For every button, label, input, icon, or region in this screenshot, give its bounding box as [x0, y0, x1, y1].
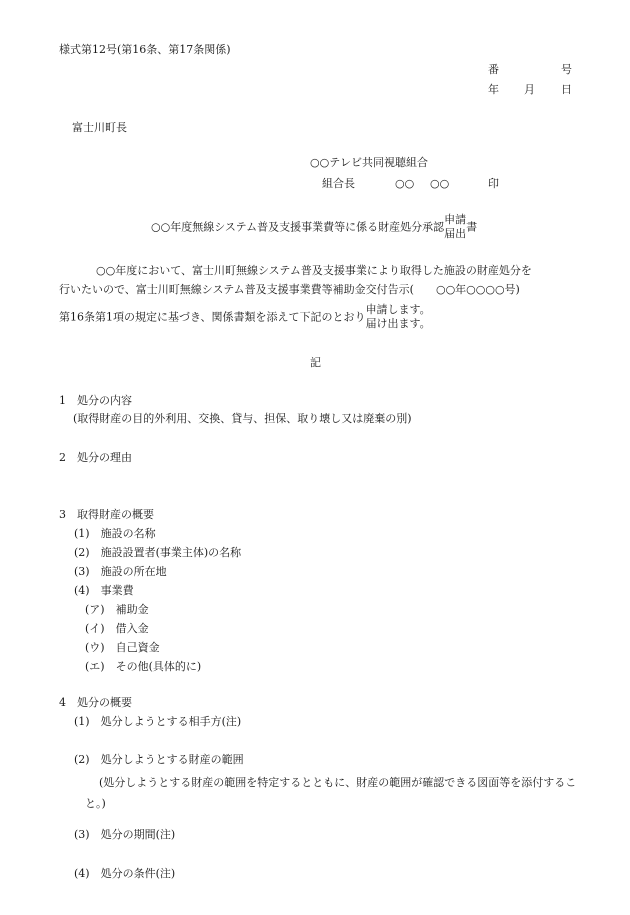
- section-3-item-1: (1) 施設の名称: [74, 527, 156, 540]
- section-4-heading: 4 処分の概要: [59, 696, 132, 709]
- applicant-name-1: ○○: [395, 177, 415, 190]
- body-option-notify: 届け出ます。: [365, 316, 431, 330]
- document-title: [151, 213, 477, 241]
- body-option-apply: 申請します。: [365, 303, 431, 316]
- body-option-stack: [366, 303, 431, 331]
- section-4-item-2: (2) 処分しようとする財産の範囲: [74, 753, 244, 766]
- document-number-ban: 番: [488, 63, 499, 76]
- section-4-item-2-note: (処分しようとする財産の範囲を特定するとともに、財産の範囲が確認できる図面等を添付すること。): [85, 776, 577, 810]
- section-3-subitem-a: (ア) 補助金: [85, 603, 149, 616]
- section-3-heading: 3 取得財産の概要: [59, 508, 154, 521]
- section-3-item-3: (3) 施設の所在地: [74, 565, 167, 578]
- body-line-2: 行いたいので、富士川町無線システム普及支援事業費等補助金交付告示( ○○年○○○○号): [59, 283, 520, 296]
- section-1-note: (取得財産の目的外利用、交換、貸与、担保、取り壊し又は廃棄の別): [73, 412, 412, 425]
- date-month-label: 月: [524, 83, 535, 96]
- applicant-name-2: ○○: [430, 177, 450, 190]
- seal-mark: 印: [488, 177, 499, 190]
- section-3-item-4: (4) 事業費: [74, 584, 134, 597]
- title-option-notify: 届出: [444, 226, 467, 240]
- date-year-label: 年: [488, 83, 499, 96]
- addressee: 富士川町長: [72, 121, 127, 134]
- form-number-label: 様式第12号(第16条、第17条関係): [59, 43, 231, 56]
- title-suffix: 書: [466, 220, 478, 234]
- section-2-heading: 2 処分の理由: [59, 451, 132, 464]
- title-option-apply: 申請: [444, 213, 467, 226]
- title-prefix: ○○年度無線システム普及支援事業費等に係る財産処分承認: [151, 220, 445, 234]
- section-4-item-3: (3) 処分の期間(注): [74, 828, 176, 841]
- applicant-role: 組合長: [322, 177, 355, 190]
- date-day-label: 日: [561, 83, 572, 96]
- section-4-item-1: (1) 処分しようとする相手方(注): [74, 715, 242, 728]
- section-3-subitem-c: (ウ) 自己資金: [85, 641, 160, 654]
- ki-heading: 記: [310, 356, 321, 369]
- section-3-subitem-b: (イ) 借入金: [85, 622, 149, 635]
- section-4-item-4: (4) 処分の条件(注): [74, 867, 176, 880]
- body-line-1: ○○年度において、富士川町無線システム普及支援事業により取得した施設の財産処分を: [96, 264, 532, 277]
- body-line-3-prefix: 第16条第1項の規定に基づき、関係書類を添えて下記のとおり: [59, 310, 366, 324]
- section-3-item-2: (2) 施設設置者(事業主体)の名称: [74, 546, 242, 559]
- document-number-go: 号: [561, 63, 572, 76]
- body-line-3: [59, 303, 431, 331]
- section-1-heading: 1 処分の内容: [59, 394, 132, 407]
- applicant-organization: ○○テレビ共同視聴組合: [310, 156, 428, 169]
- title-option-stack: [444, 213, 466, 241]
- section-3-subitem-d: (エ) その他(具体的に): [85, 660, 202, 673]
